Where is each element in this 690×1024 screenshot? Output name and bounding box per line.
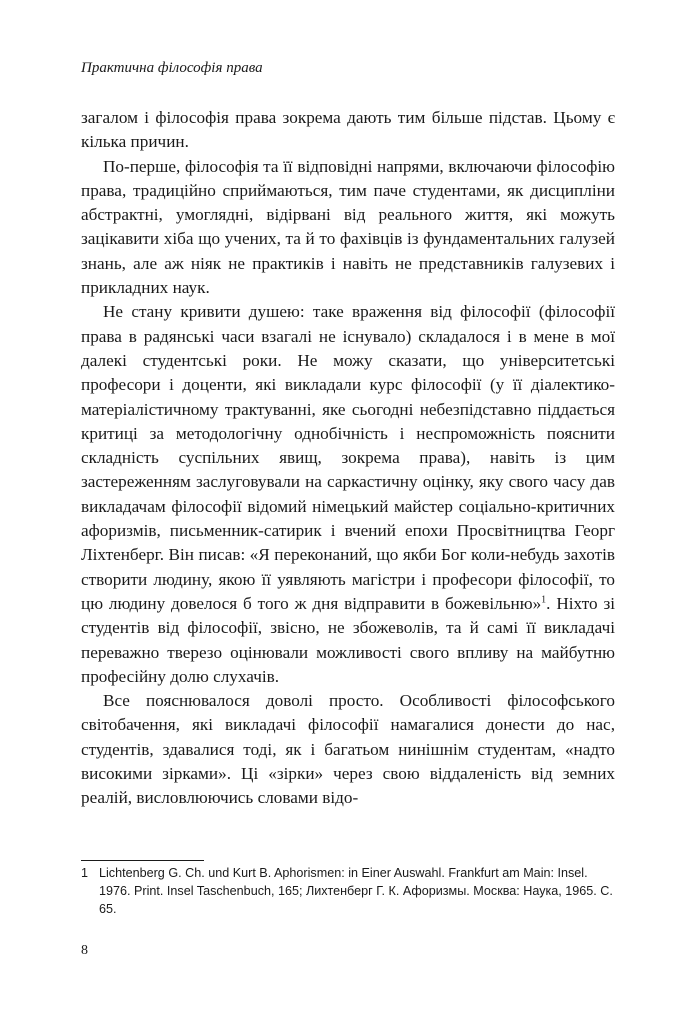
paragraph-lichtenberg-part1: Не стану кривити душею: таке враження від філософії (філософії права в радянські часи взагалі не існувало) складалося і в мене в мої далекі студентські роки. Не можу сказати, що університетські професори і доценти, які викладали курс філософії (у її діалектико-матеріалістичному трактуванні, яке сьогодні небезпідставно піддається критиці за методологічну однобічність і неспроможність пояснити складність суспільних явищ, зокрема права), навіть із цим застереженням заслуговували на саркастичну оцінку, яку свого часу дав викладачам філософії відомий німецький майстер соціально-критичних афоризмів, письменник-сатирик і вчений епохи Просвітництва Георг Ліхтенберг. Він писав: «Я переконаний, що якби Бог коли-небудь захотів створити людину, якою її уявляють магістри і професори філософії, то цю людину довелося б того ж дня відправити в божевільню»	[81, 302, 615, 613]
footnote-reference: 1	[541, 594, 547, 606]
running-header: Практична філософія права	[81, 60, 263, 76]
footnote-text: Lichtenberg G. Ch. und Kurt B. Aphorismen: in Einer Auswahl. Frankfurt am Main: Insel. 1976. Print. Insel Taschenbuch, 165; Лихтенберг Г. К. Афоризмы. Москва: Наука, 1965. С. 65.	[99, 866, 613, 916]
paragraph-explanation: Все пояснювалося доволі просто. Особливості філософського світобачення, які викладачі філософії намагалися донести до нас, студентів, здавалися тоді, як і багатьом нинішнім студентам, «надто високими зірками». Ці «зірки» через свою віддаленість від земних реалій, висловлюючись словами відо-	[81, 691, 615, 808]
footnote	[81, 864, 615, 918]
footnote-divider	[81, 860, 204, 861]
paragraph-first-reason: По-перше, філософія та її відповідні напрями, включаючи філософію права, традиційно сприймаються, тим паче студентами, як дисципліни абстрактні, умоглядні, відірвані від реального життя, які можуть зацікавити хіба що учених, та й то фахівців із фундаментальних галузей знань, але аж ніяк не практиків і навіть не представників галузевих і прикладних наук.	[81, 156, 615, 298]
paragraph-continuation: загалом і філософія права зокрема дають тим більше підстав. Цьому є кілька причин.	[81, 108, 615, 152]
main-text	[81, 106, 615, 811]
paragraph-lichtenberg-part2: . Ніхто зі студентів від філософії, звісно, не збожеволів, та й самі її викладачі переважно тверезо оцінювали можливості свого впливу на майбутню професійну долю слухачів.	[81, 593, 616, 686]
paragraph-lichtenberg	[81, 300, 615, 689]
footnote-number: 1	[81, 866, 89, 880]
page-number: 8	[81, 943, 88, 958]
